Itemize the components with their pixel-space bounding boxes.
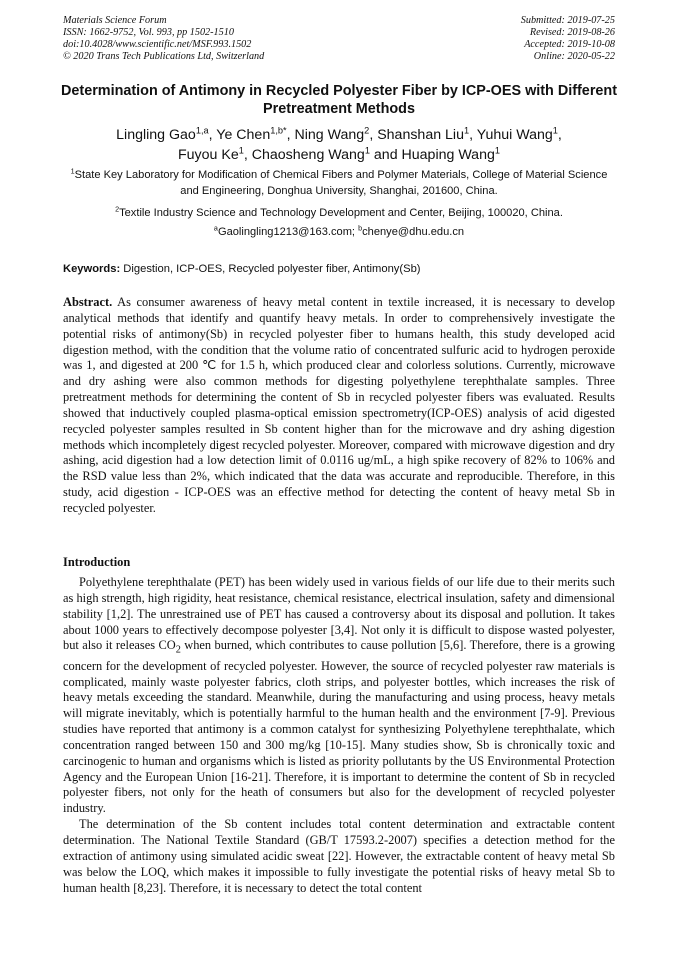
section-heading: Introduction — [63, 555, 131, 569]
abstract-label: Abstract. — [63, 295, 113, 309]
affiliation-mark: 1 — [70, 166, 75, 176]
author-name: Ye Chen — [216, 127, 271, 143]
paragraph-text: Polyethylene terephthalate (PET) has been widely used in various fields of our life due to their merits such as high strength, high rigidity, heat resistance, chemical resistance, electrical insulation, safety and dimensional stability [1,2]. The unrestrained use of PET has caused a controversy about its disposal and pollution. It takes about 1000 years to effectively decompose polyester [3,4]. Not only it is difficult to dispose wasted polyester, but also it releases CO — [63, 575, 615, 653]
author-name: Ning Wang — [294, 127, 365, 143]
author-affil-mark: 1 — [238, 145, 244, 156]
author-separator: and — [369, 147, 402, 163]
copyright-line: © 2020 Trans Tech Publications Ltd, Switzerland — [63, 51, 265, 62]
doi-line: doi:10.4028/www.scientific.net/MSF.993.1502 — [63, 39, 252, 50]
author-affil-mark: 1 — [463, 125, 470, 136]
author-list — [60, 125, 618, 165]
author-affil-mark: 1 — [494, 145, 500, 156]
body-paragraph — [63, 575, 615, 817]
author-separator: , — [469, 127, 477, 143]
subscript: 2 — [175, 644, 181, 656]
author-affil-mark: 2 — [364, 125, 370, 136]
author-affil-mark: 1 — [552, 125, 558, 136]
affiliation-mark: 2 — [115, 204, 120, 214]
email-mark: b — [358, 223, 363, 233]
email-mark: a — [213, 223, 218, 233]
author-separator: , — [286, 127, 295, 143]
author-separator: , — [369, 127, 378, 143]
author-name: Fuyou Ke — [178, 147, 239, 163]
journal-name: Materials Science Forum — [63, 15, 167, 26]
keywords-text: Digestion, ICP-OES, Recycled polyester fiber, Antimony(Sb) — [120, 263, 421, 275]
abstract-text: As consumer awareness of heavy metal content in textile increased, it is necessary to develop analytical methods that identify and quantify heavy metals. In order to comprehensively investigate the potential risks of antimony(Sb) in recycled polyester fiber to humans health, this study developed acid digestion method, with the condition that the volume ratio of concentrated sulfuric acid to hydrogen peroxide was 1, and digested at 200 ℃ for 1.5 h, which produced clear and colorless solutions. Currently, microwave and dry ashing were also common methods for digesting polyethylene terephthalate samples. Three pretreatment methods for determining the content of Sb in recycled polyester fibers was evaluated. Results showed that inductively coupled plasma-optical emission spectrometry(ICP-OES) analysis of acid digested recycled polyester samples resulted in Sb content higher than for the microwave and dry ashing digestion methods which incompletely digest recycled polyester. Moreover, compared with microwave digestion and dry ashing, acid digestion had a low detection limit of 0.0116 ug/mL, a high spike recovery of 82% to 106% and the RSD value less than 2%, which indicated that the data was accurate and reproducible. Therefore, in this study, acid digestion - ICP-OES was an effective method for detecting the content of heavy metal Sb in recycled polyester. — [63, 295, 615, 515]
paper-title: Determination of Antimony in Recycled Polyester Fiber by ICP-OES with Different Pretreatment Methods — [61, 83, 617, 117]
accepted-date: Accepted: 2019-10-08 — [524, 39, 615, 50]
author-name: Huaping Wang — [401, 147, 495, 163]
submitted-date: Submitted: 2019-07-25 — [520, 15, 615, 26]
author-affil-mark: 1,b* — [270, 125, 287, 136]
author-separator: , — [243, 147, 252, 163]
author-affil-mark: 1,a — [195, 125, 209, 136]
keywords-label: Keywords: — [63, 263, 121, 275]
dates-header — [521, 15, 615, 63]
author-emails — [60, 224, 618, 240]
author-name: Shanshan Liu — [377, 127, 464, 143]
email-link[interactable]: Gaolingling1213@163.com; — [217, 226, 359, 238]
affiliation-text: Textile Industry Science and Technology Development and Center, Beijing, 100020, China. — [119, 207, 563, 219]
body-paragraph: The determination of the Sb content includes total content determination and extractable content determination. The National Textile Standard (GB/T 17593.2-2007) specifies a detection method for the extraction of antimony using simulated acidic sweat [22]. However, the extractable content of heavy metal Sb was below the LOQ, which makes it impossible to fully investigate the potential risks of heavy metal Sb to human health [8,23]. Therefore, it is necessary to detect the total content — [63, 817, 615, 895]
author-name: Chaosheng Wang — [251, 147, 365, 163]
author-name: Yuhui Wang — [476, 127, 553, 143]
introduction-body — [63, 575, 615, 896]
affiliation-text: State Key Laboratory for Modification of Chemical Fibers and Polymer Materials, College of Material Science and Engineering, Donghua University, Shanghai, 201600, China. — [74, 169, 608, 197]
paragraph-text: when burned, which contributes to cause pollution [5,6]. Therefore, there is a growing concern for the development of recycled polyester. However, the source of recycled polyester raw materials is complicated, mainly waste polyester fabrics, cloth strips, and polyester bottles, which increases the risk of heavy metals exceeding the standard. Meanwhile, during the manufacturing and using process, heavy metals will migrate inevitably, which is potentially harmful to the human health and the environment [7-9]. Previous studies have reported that antimony is a common catalyst for synthesizing Polyethylene terephthalate, which concentration ranged between 150 and 300 mg/kg [10-15]. Many studies show, Sb is chronically toxic and carcinogenic to human and organisms which is listed as priority pollutants by the US Environmental Protection Agency and the European Union [16-21]. Therefore, it is important to determine the content of Sb in recycled polyester fibers, not only for the heath of consumers but also for the development of recycled polyester industry. — [63, 638, 615, 816]
author-separator: , — [208, 127, 217, 143]
affiliation-2 — [60, 205, 618, 221]
author-name: Lingling Gao — [116, 127, 196, 143]
abstract-paragraph — [63, 295, 615, 517]
revised-date: Revised: 2019-08-26 — [529, 27, 615, 38]
author-separator: , — [557, 127, 562, 143]
online-date: Online: 2020-05-22 — [533, 51, 615, 62]
keywords-line — [63, 262, 615, 276]
issn-line: ISSN: 1662-9752, Vol. 993, pp 1502-1510 — [63, 27, 234, 38]
author-affil-mark: 1 — [364, 145, 370, 156]
affiliation-1 — [60, 167, 618, 199]
journal-header — [63, 15, 264, 63]
email-link[interactable]: chenye@dhu.edu.cn — [362, 226, 465, 238]
